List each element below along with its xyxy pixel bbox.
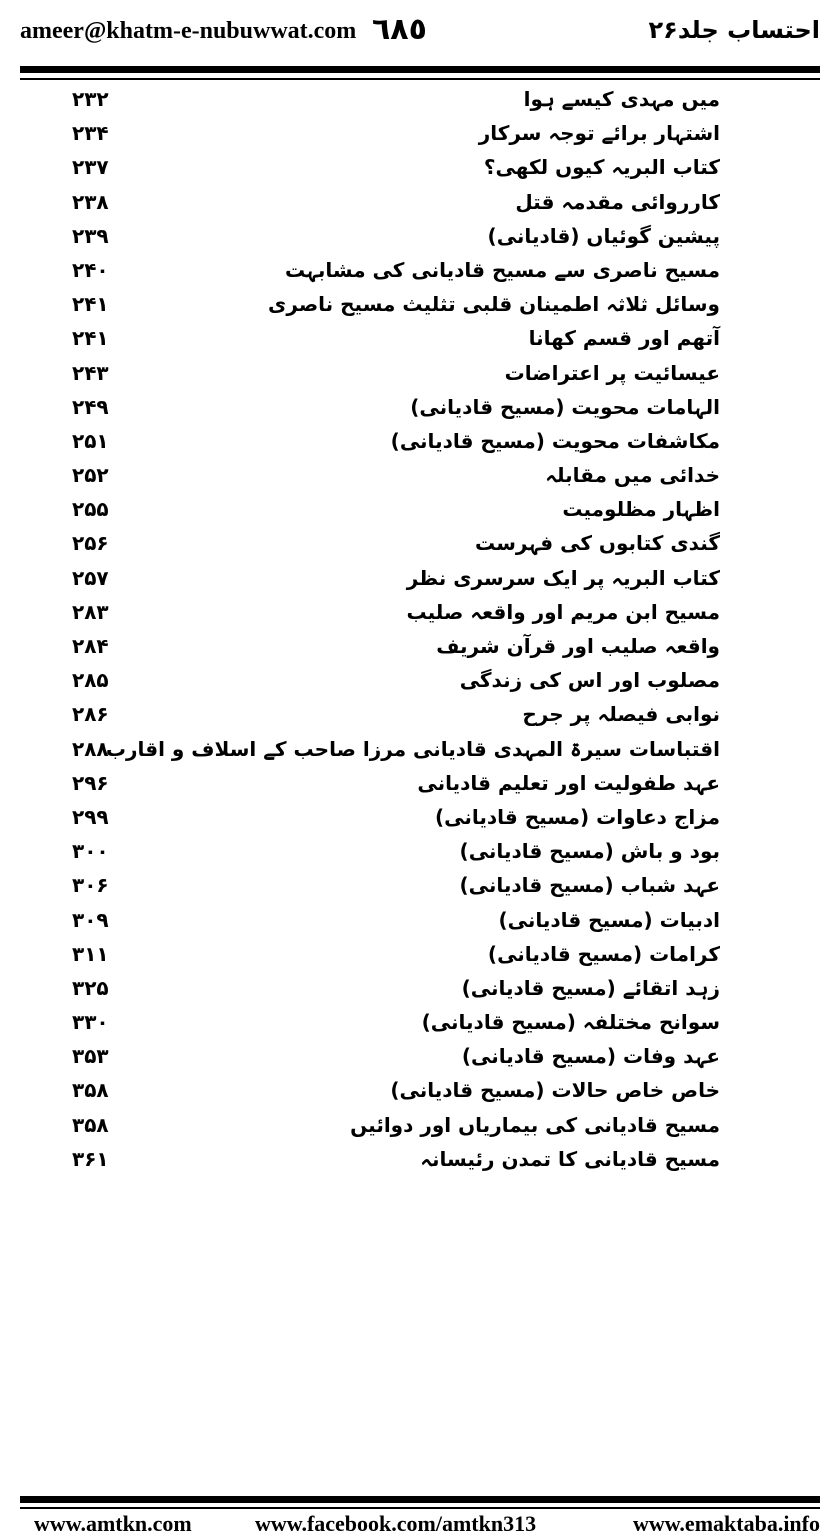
toc-entry-page: ۳۶۱ [72,1146,109,1171]
toc-entry-title: مسیح قادیانی کی بیماریاں اور دوائیں [350,1112,720,1137]
toc-entry-page: ۲۴۹ [72,394,109,419]
toc-entry [20,116,820,150]
toc-entry [20,287,820,321]
footer-link-amtkn[interactable]: www.amtkn.com [34,1511,192,1536]
toc-entry-page: ۳۵۸ [72,1112,109,1137]
toc-entry-title: میں مہدی کیسے ہوا [523,87,720,111]
toc-entry-title: زہد اتقائے (مسیح قادیانی) [461,975,720,1000]
toc-entry-title: واقعہ صلیب اور قرآن شریف [436,634,720,658]
toc-entry-title: مزاج دعاوات (مسیح قادیانی) [434,804,720,829]
header-page-number: ٦٨٥ [372,12,427,47]
toc-entry-page: ۳۳۰ [72,1010,109,1035]
toc-entry [20,1005,820,1039]
toc-entry-title: اقتباسات سیرۃ المہدی قادیانی مرزا صاحب کے اسلاف و اقارب [105,736,720,761]
toc-entry [20,800,820,834]
footer-link-emaktaba[interactable]: www.emaktaba.info [632,1511,820,1536]
header-email: ameer@khatm-e-nubuwwat.com [20,18,357,44]
toc-entry-title: مسیح قادیانی کا تمدن رئیسانہ [420,1146,720,1171]
toc-entry [20,458,820,492]
toc-entry-title: وسائل ثلاثہ اطمینان قلبی تثلیث مسیح ناصری [268,292,720,317]
toc-entry [20,766,820,800]
toc-entry [20,82,820,116]
toc-entry [20,356,820,390]
toc-entry-title: اظہار مظلومیت [562,497,720,522]
toc-entry-page: ۲۹۹ [72,804,109,829]
toc-entry-title: پیشین گوئیاں (قادیانی) [487,223,720,248]
toc-entry-title: ادبیات (مسیح قادیانی) [498,907,720,932]
toc-entry-page: ۳۵۳ [72,1044,109,1069]
toc-entry [20,732,820,766]
toc-entry-page: ۲۳۷ [72,155,109,180]
toc-entry-title: گندی کتابوں کی فہرست [475,531,720,556]
toc-entry [20,1142,820,1176]
footer-link-facebook[interactable]: www.facebook.com/amtkn313 [255,1511,537,1536]
toc-entry-page: ۲۳۴ [72,121,109,146]
toc-entry [20,1039,820,1073]
toc-entry [20,937,820,971]
toc-entry-page: ۳۱۱ [72,941,109,966]
toc-entry-title: مسیح ابن مریم اور واقعہ صلیب [406,599,720,624]
toc-entry [20,1073,820,1107]
toc-entry-page: ۳۵۸ [72,1078,109,1103]
toc-entry-title: کتاب البریہ پر ایک سرسری نظر [406,565,720,590]
toc-entry-title: کتاب البریہ کیوں لکھی؟ [483,155,720,180]
toc-entry-page: ۳۰۹ [72,907,109,932]
toc-entry-page: ۲۸۵ [72,668,109,693]
toc-entry-title: مسیح ناصری سے مسیح قادیانی کی مشابہت [284,257,720,282]
header-divider-thin [20,78,820,80]
toc-entry-title: مکاشفات محویت (مسیح قادیانی) [390,428,720,453]
toc-entry-title: الہامات محویت (مسیح قادیانی) [410,394,720,419]
toc-entry-title: عیسائیت پر اعتراضات [504,360,720,385]
toc-entry-title: خاص خاص حالات (مسیح قادیانی) [390,1078,720,1103]
toc-entry [20,903,820,937]
toc-entry [20,868,820,902]
toc-entry [20,526,820,560]
toc-entry-page: ۲۳۲ [72,87,109,111]
footer-divider-thin [20,1507,820,1509]
toc-entry-title: اشتہار برائے توجہ سرکار [478,121,720,146]
toc-entry [20,697,820,731]
toc-entry-title: عہد وفات (مسیح قادیانی) [461,1044,720,1069]
page-footer [0,1511,840,1539]
toc-entry-page: ۲۵۷ [72,565,109,590]
toc-entry-page: ۲۵۶ [72,531,109,556]
toc-entry [20,1108,820,1142]
toc-entry [20,219,820,253]
toc-entry [20,321,820,355]
toc-entry-title: خدائی میں مقابلہ [545,463,720,488]
toc-entry-page: ۳۰۶ [72,873,109,898]
header-volume-title: احتساب جلد۲۶ [648,16,820,44]
toc-entry [20,971,820,1005]
toc-entry-page: ۲۴۱ [72,292,109,317]
toc-entry [20,185,820,219]
toc-entry [20,492,820,526]
toc-entry-page: ۲۳۸ [72,189,109,214]
header-divider-thick [20,66,820,73]
toc-entry-title: کرامات (مسیح قادیانی) [487,941,720,966]
toc-entry [20,424,820,458]
toc-entry [20,253,820,287]
toc-entry [20,834,820,868]
toc-entry-page: ۲۵۱ [72,428,109,453]
toc-entry-page: ۳۰۰ [72,839,109,864]
toc-entry-page: ۲۸۸ [72,736,109,761]
toc-entry-page: ۲۴۰ [72,257,109,282]
toc-entry-page: ۲۴۳ [72,360,109,385]
toc-entry-page: ۲۴۱ [72,326,109,351]
toc-entry-title: آتھم اور قسم کھانا [528,326,720,351]
toc-entry [20,629,820,663]
toc-entry-title: نوابی فیصلہ پر جرح [522,702,720,727]
toc-entry-title: کارروائی مقدمہ قتل [515,189,720,214]
toc-entry-page: ۲۵۲ [72,463,109,488]
toc-entry [20,150,820,184]
toc-entry-title: سوانح مختلفہ (مسیح قادیانی) [421,1010,720,1035]
toc-entry [20,663,820,697]
toc-entry-page: ۲۸۳ [72,599,109,624]
toc-entry [20,561,820,595]
toc-entry-title: عہد طفولیت اور تعلیم قادیانی [417,770,720,795]
toc-entry-page: ۲۹۶ [72,770,109,795]
toc-entry-page: ۲۸۶ [72,702,109,727]
toc-entry-page: ۳۲۵ [72,975,109,1000]
toc-entry [20,390,820,424]
table-of-contents [20,82,820,1176]
toc-entry-page: ۲۸۴ [72,634,109,658]
footer-divider-thick [20,1496,820,1503]
toc-entry [20,595,820,629]
toc-entry-title: مصلوب اور اس کی زندگی [459,668,720,693]
toc-entry-page: ۲۳۹ [72,223,109,248]
toc-entry-page: ۲۵۵ [72,497,109,522]
page-header [0,0,840,72]
toc-entry-title: بود و باش (مسیح قادیانی) [459,839,720,864]
toc-entry-title: عہد شباب (مسیح قادیانی) [459,873,720,898]
